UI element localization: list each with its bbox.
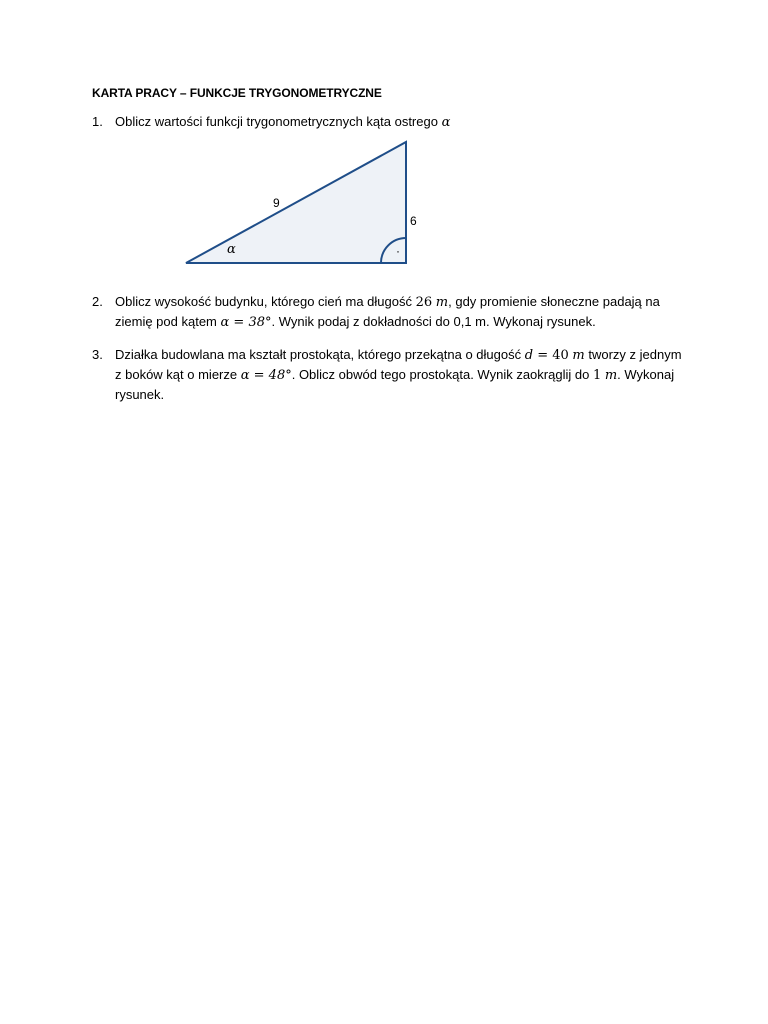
task-2-part-3: . Wynik podaj z dokładności do 0,1 m. Wykonaj rysunek.: [271, 314, 596, 329]
task-number: 3.: [92, 347, 103, 362]
task-2-part-2: , gdy promienie słoneczne padają na ziemię pod kątem: [115, 294, 660, 329]
triangle-svg: [180, 135, 430, 270]
diagonal-equation: = 40: [533, 348, 569, 363]
task-1: [92, 112, 682, 132]
hypotenuse-label: 9: [273, 196, 280, 210]
task-3-part-2: tworzy z jednym z boków kąt o mierze: [115, 347, 682, 382]
task-3-part-3: . Oblicz obwód tego prostokąta. Wynik zaokrąglij do: [291, 367, 590, 382]
alpha-symbol: α: [441, 115, 451, 130]
right-angle-dot: ·: [396, 244, 400, 258]
task-3-part-4: . Wykonaj rysunek.: [115, 367, 675, 402]
task-text: [115, 292, 682, 332]
triangle-shape: [186, 142, 406, 263]
length-unit: m: [435, 295, 449, 310]
diagonal-unit: m: [572, 348, 585, 363]
vertical-side-label: 6: [410, 214, 417, 228]
task-number: 2.: [92, 294, 103, 309]
diagonal-variable: d: [524, 348, 534, 363]
task-text: [115, 112, 682, 132]
task-3-part-1: Działka budowlana ma kształt prostokąta, którego przekątna o długość: [115, 347, 522, 362]
round-value: 1: [592, 368, 602, 383]
task-text: [115, 345, 682, 404]
round-unit: m: [604, 368, 618, 383]
task-3: [92, 345, 682, 404]
angle-expression: α = 48°: [240, 368, 292, 383]
length-value: 26: [415, 295, 433, 310]
task-1-text: Oblicz wartości funkcji trygonometrycznych kąta ostrego: [115, 114, 438, 129]
task-2-part-1: Oblicz wysokość budynku, którego cień ma długość: [115, 294, 412, 309]
angle-alpha-label: α: [227, 242, 236, 257]
page-title: KARTA PRACY – FUNKCJE TRYGONOMETRYCZNE: [92, 86, 382, 100]
right-triangle-figure: [180, 135, 430, 270]
angle-expression: α = 38°: [220, 315, 272, 330]
task-number: 1.: [92, 114, 103, 129]
task-2: [92, 292, 682, 332]
